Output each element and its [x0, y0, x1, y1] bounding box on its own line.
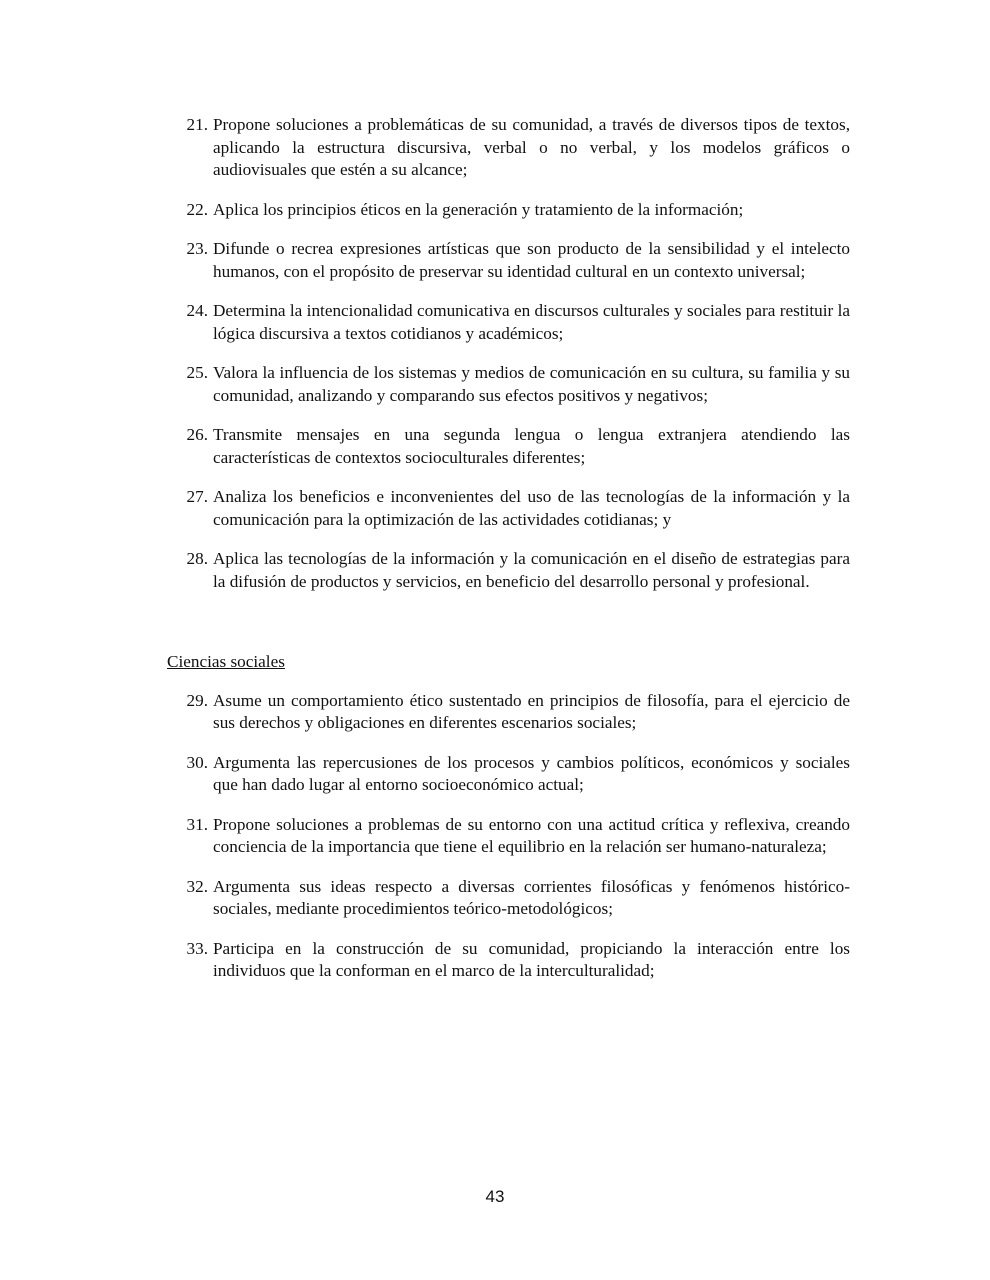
item-number: 33.: [186, 938, 208, 958]
list-item: [186, 876, 850, 921]
item-text: Valora la influencia de los sistemas y medios de comunicación en su cultura, su familia y su comunidad, analizando y comparando sus efectos positivos y negativos;: [213, 363, 850, 405]
item-number: 26.: [186, 425, 208, 444]
item-text: Transmite mensajes en una segunda lengua o lengua extranjera atendiendo las características de contextos socioculturales diferentes;: [213, 425, 850, 467]
list-item: [186, 238, 850, 283]
list-item: [186, 424, 850, 469]
item-text: Aplica los principios éticos en la generación y tratamiento de la información;: [213, 199, 744, 219]
page-number: 43: [485, 1187, 505, 1206]
item-number: 29.: [186, 690, 208, 710]
item-number: 27.: [186, 487, 208, 506]
item-number: 25.: [186, 363, 208, 382]
item-number: 30.: [186, 752, 208, 772]
item-text: Difunde o recrea expresiones artísticas que son producto de la sensibilidad y el intelecto humanos, con el propósito de preservar su identidad cultural en un contexto universal;: [213, 239, 850, 281]
list-item: [186, 814, 850, 859]
list-item: [186, 938, 850, 983]
item-text: Analiza los beneficios e inconvenientes del uso de las tecnologías de la información y la comunicación para la optimización de las actividades cotidianas; y: [213, 487, 850, 529]
item-text: Determina la intencionalidad comunicativa en discursos culturales y sociales para restituir la lógica discursiva a textos cotidianos y académicos;: [213, 301, 850, 343]
item-number: 32.: [186, 876, 208, 896]
item-number: 28.: [186, 549, 208, 568]
list-item: [186, 300, 850, 345]
item-text: Argumenta sus ideas respecto a diversas corrientes filosóficas y fenómenos histórico-sociales, mediante procedimientos teórico-metodológicos;: [213, 876, 850, 918]
item-text: Propone soluciones a problemáticas de su comunidad, a través de diversos tipos de textos, aplicando la estructura discursiva, verbal o no verbal, y los modelos gráficos o audiovisuales que estén a su alcance;: [213, 115, 850, 179]
item-text: Asume un comportamiento ético sustentado en principios de filosofía, para el ejercicio de sus derechos y obligaciones en diferentes escenarios sociales;: [213, 690, 850, 732]
item-text: Participa en la construcción de su comunidad, propiciando la interacción entre los individuos que la conforman en el marco de la interculturalidad;: [213, 938, 850, 980]
page-content: [0, 114, 990, 1000]
item-number: 23.: [186, 239, 208, 258]
list-item: [186, 690, 850, 735]
list-item: [186, 752, 850, 797]
item-text: Argumenta las repercusiones de los procesos y cambios políticos, económicos y sociales que han dado lugar al entorno socioeconómico actual;: [213, 752, 850, 794]
item-number: 31.: [186, 814, 208, 834]
list-item: [186, 362, 850, 407]
item-text: Propone soluciones a problemas de su entorno con una actitud crítica y reflexiva, creando conciencia de la importancia que tiene el equilibrio en la relación ser humano-naturaleza;: [213, 814, 850, 856]
list-item: [186, 486, 850, 531]
list-item: [186, 114, 850, 182]
item-number: 24.: [186, 301, 208, 320]
item-text: Aplica las tecnologías de la información y la comunicación en el diseño de estrategias para la difusión de productos y servicios, en beneficio del desarrollo personal y profesional.: [213, 549, 850, 591]
list-item: [186, 548, 850, 593]
item-number: 21.: [186, 115, 208, 134]
section-heading: Ciencias sociales: [167, 652, 285, 671]
list-item: [186, 199, 850, 222]
item-number: 22.: [186, 199, 208, 219]
